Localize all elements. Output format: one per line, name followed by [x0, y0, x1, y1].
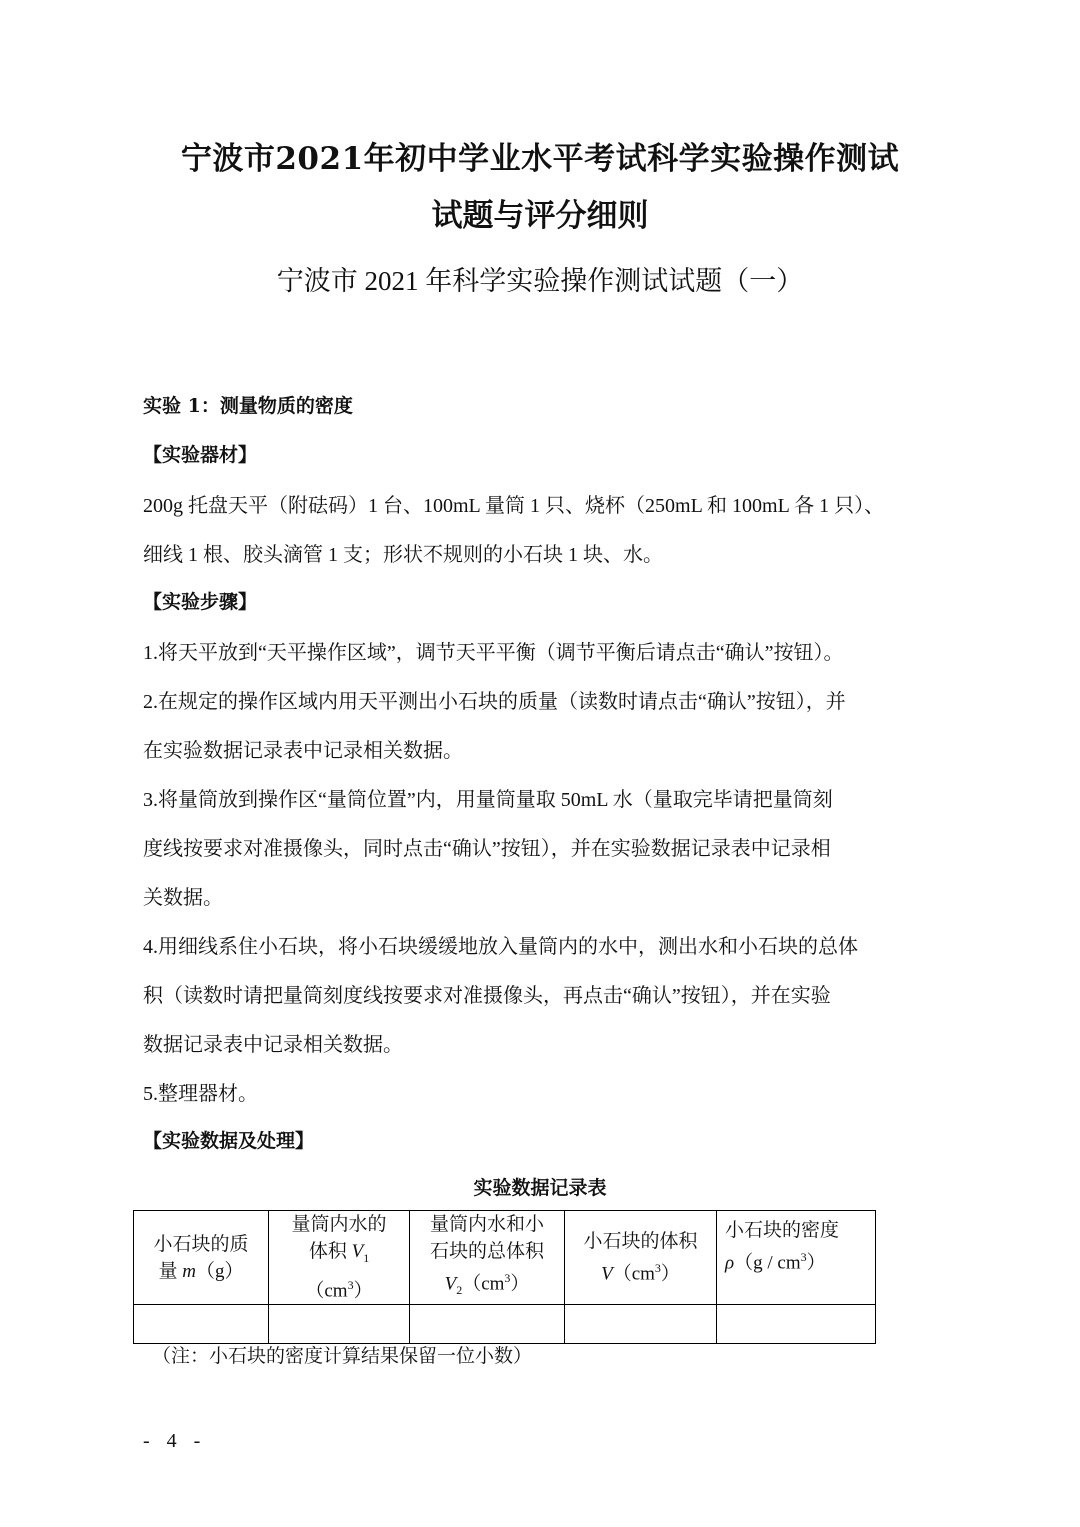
materials-line2: 细线 1 根、胶头滴管 1 支；形状不规则的小石块 1 块、水。: [143, 544, 663, 566]
table-header-row: [134, 1211, 876, 1305]
main-title-line2: 试题与评分细则: [431, 198, 649, 234]
subtitle: 宁波市 2021 年科学实验操作测试试题（一）: [276, 266, 804, 296]
step-5: 5.整理器材。: [143, 1083, 258, 1105]
experiment-heading: 实验 1：测量物质的密度: [143, 395, 353, 417]
table-cell-total-volume[interactable]: [410, 1305, 565, 1344]
step-3-line2: 度线按要求对准摄像头，同时点击“确认”按钮），并在实验数据记录表中记录相: [143, 838, 831, 860]
data-heading: 【实验数据及处理】: [143, 1130, 315, 1152]
step-3-line1: 3.将量筒放到操作区“量筒位置”内，用量筒量取 50mL 水（量取完毕请把量筒刻: [143, 789, 833, 811]
main-title-line1: 宁波市2021年初中学业水平考试科学实验操作测试: [180, 141, 900, 177]
table-cell-mass[interactable]: [134, 1305, 269, 1344]
header-cell-total-volume: 量筒内水和小 石块的总体积 $V_2(cm^3)$: [410, 1211, 565, 1305]
step-4-line1: 4.用细线系住小石块，将小石块缓缓地放入量筒内的水中，测出水和小石块的总体: [143, 936, 858, 958]
step-3-line3: 关数据。: [143, 887, 223, 909]
materials-line1: 200g 托盘天平（附砝码）1 台、100mL 量筒 1 只、烧杯（250mL 和 100mL 各 1 只）、: [143, 495, 885, 517]
step-4-line3: 数据记录表中记录相关数据。: [143, 1034, 403, 1056]
table-note: （注：小石块的密度计算结果保留一位小数）: [152, 1346, 533, 1367]
step-4-line2: 积（读数时请把量筒刻度线按要求对准摄像头，再点击“确认”按钮），并在实验: [143, 985, 831, 1007]
step-2-line2: 在实验数据记录表中记录相关数据。: [143, 740, 463, 762]
table-cell-stone-volume[interactable]: [565, 1305, 717, 1344]
header-cell-mass: 小石块的质 量 m（g）: [134, 1211, 269, 1305]
table-cell-density[interactable]: [717, 1305, 876, 1344]
step-1: 1.将天平放到“天平操作区域”，调节天平平衡（调节平衡后请点击“确认”按钮）。: [143, 642, 844, 664]
page-number: - 4 -: [143, 1430, 207, 1452]
materials-heading: 【实验器材】: [143, 444, 258, 466]
header-cell-density: 小石块的密度 $\rho(g / cm^3)$: [717, 1211, 876, 1305]
step-2-line1: 2.在规定的操作区域内用天平测出小石块的质量（读数时请点击“确认”按钮），并: [143, 691, 846, 713]
header-cell-water-volume: 量筒内水的 体积 $V_1$ $(cm^3)$: [269, 1211, 410, 1305]
header-cell-stone-volume: 小石块的体积 $V(cm^3)$: [565, 1211, 717, 1305]
data-record-table: [133, 1210, 876, 1344]
table-row: [134, 1305, 876, 1344]
table-cell-water-volume[interactable]: [269, 1305, 410, 1344]
table-caption: 实验数据记录表: [473, 1177, 607, 1199]
steps-heading: 【实验步骤】: [143, 591, 258, 613]
